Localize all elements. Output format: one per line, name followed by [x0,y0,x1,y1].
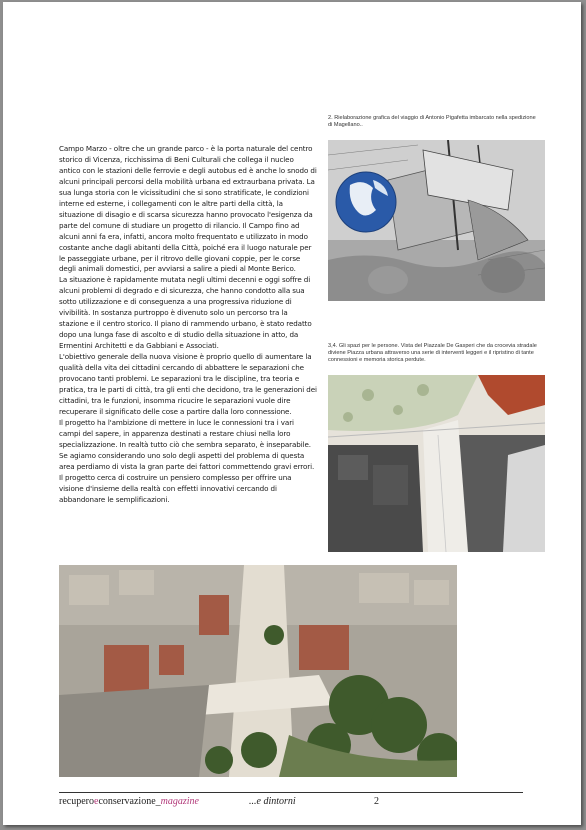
page-number: 2 [374,796,379,807]
paragraph: Campo Marzo - oltre che un grande parco - è la porta naturale del centro storico di Vicenza, ricchissima di Beni Culturali che collega il nucleo antico con le stazioni delle ferrovie e degli autobus ed è anche lo snodo di alcuni principali percorsi della mobilità urbana ed extraurbana privata. La sua lunga storia con le vicissitudini che si sono stratificate, le condizioni interne ed esterne, i collegamenti con le altre parti della città, la situazione di disagio e di scarsa sicurezza hanno provocato l'esigenza da parte del comune di studiare un progetto di rilancio. Il Campo fino ad alcuni anni fa era, infatti, ancora molto frequentato e utilizzato in modo costante anche dagli abitanti della Città, poiché era il luogo naturale per le passeggiate urbane, per il ritrovo delle giovani coppie, per le corse degli animali domestici, per avviarsi a salire a piedi al Monte Berico. [59,144,317,274]
aerial-view-image [59,565,457,777]
figure-2-caption: 2. Rielaborazione grafica del viaggio di Antonio Pigafetta imbarcato nella spedizione di Magellano.. [328,115,536,129]
magazine-brand [59,796,199,807]
brand-word-recupero: recupero [59,796,94,807]
paragraph: La situazione è rapidamente mutata negli ultimi decenni e oggi soffre di alcuni problemi di degrado e di sicurezza, che hanno condotto alla sua sotto utilizzazione e di conseguenza a una progressiva riduzione di vivibilità. In sostanza purtroppo è divenuto solo un percorso tra la stazione e il centro storico. Il piano di rammendo urbano, è stato redatto dopo una lunga fase di ascolto e di studio della situazione in atto, da Ermentini Architetti e da Gabbiani e Associati. [59,275,312,351]
footer-rule [59,792,523,793]
paragraph: Il progetto ha l'ambizione di mettere in luce le connessioni tra i vari campi del sapere, in apparenza destinati a restare chiusi nella loro specializzazione. In realtà tutto ciò che sembra separato, è inseparabile. Se agiamo considerando uno solo degli aspetti del problema di questa area perdiamo di vista la gran parte dei fattori commettendo gravi errori. Il progetto cerca di costruire un pensiero complesso per offrire una visione d'insieme della realtà con effetti innovativi cercando di abbandonare le semplificazioni. [59,417,315,504]
piazzale-plan-image [328,375,545,552]
paragraph: L'obiettivo generale della nuova visione è proprio quello di aumentare la qualità della vita dei cittadini cercando di abbattere le separazioni che provocano tanti problemi. Le separazioni tra le discipline, tra teoria e pratica, tra le parti di città, tra gli enti che decidono, tra le generazioni dei cittadini, tra le funzioni, insomma ricucire le separazioni vuole dire recuperare il significato delle cose a partire dalla loro connessione. [59,352,317,416]
brand-word-conservazione: conservazione_ [98,796,161,807]
pigafetta-engraving-image [328,140,545,301]
magazine-page [3,2,581,825]
brand-word-e: e [93,796,99,807]
section-name: ...e dintorni [249,796,296,807]
article-body [59,144,317,505]
brand-word-magazine: magazine [160,796,199,807]
figure-3-4-caption: 3,4. Gli spazi per le persone. Vista del Piazzale De Gasperi che da crocevia stradale diviene Piazza urbana attraverso una serie di interventi leggeri e il ripristino di tante connessioni e memoria storica perdute. [328,343,537,364]
